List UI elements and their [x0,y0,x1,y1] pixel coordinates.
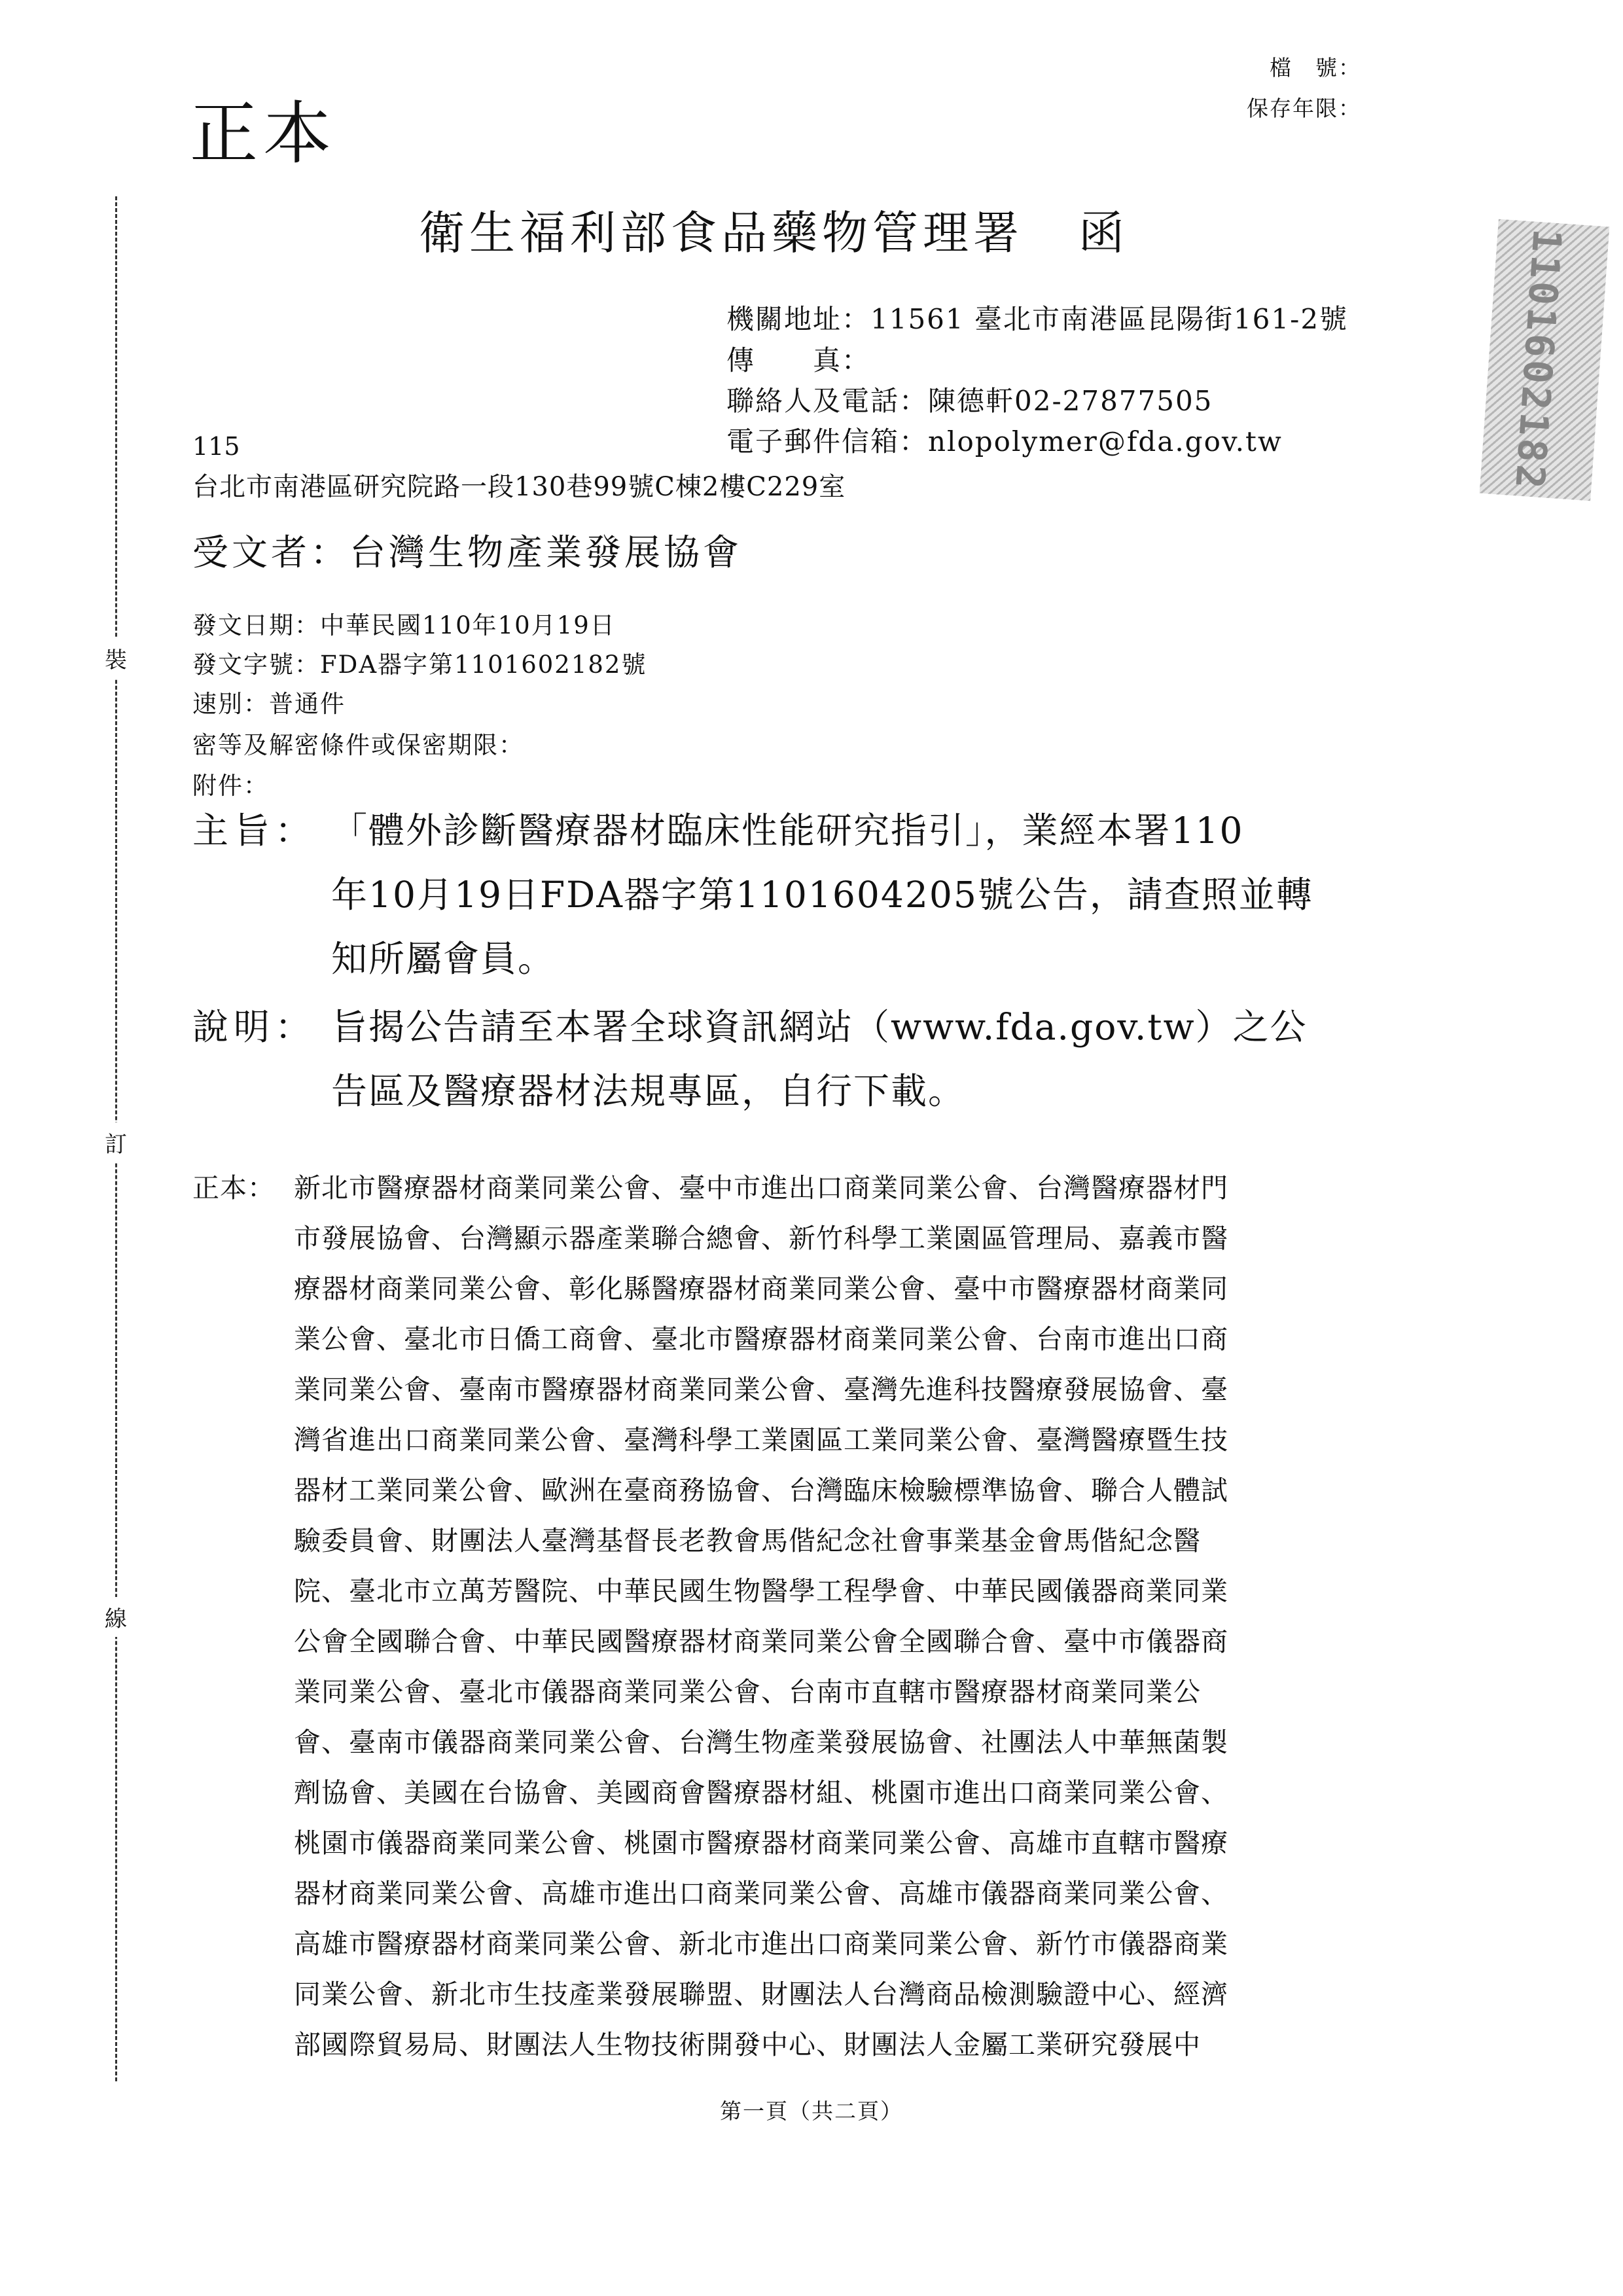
receipt-stamp [1480,219,1610,501]
file-number-label: 檔 號： [1270,55,1361,81]
cc-line: 院、臺北市立萬芳醫院、中華民國生物醫學工程學會、中華民國儀器商業同業 [294,1575,1228,1607]
page-footer: 第一頁（共二頁） [720,2098,903,2124]
retention-label: 保存年限： [1247,96,1361,121]
cc-line: 劑協會、美國在台協會、美國商會醫療器材組、桃園市進出口商業同業公會、 [294,1777,1228,1808]
agency-address: 機關地址：11561 臺北市南港區昆陽街161-2號 [726,303,1349,335]
recipient-postal-code: 115 [192,432,240,461]
cc-line: 市發展協會、台灣顯示器產業聯合總會、新竹科學工業園區管理局、嘉義市醫 [294,1223,1228,1254]
cc-line: 業公會、臺北市日僑工商會、臺北市醫療器材商業同業公會、台南市進出口商 [294,1323,1228,1355]
cc-line: 器材工業同業公會、歐洲在臺商務協會、台灣臨床檢驗標準協會、聯合人體試 [294,1475,1228,1506]
subject-label: 主旨： [192,810,317,852]
explanation-line: 旨揭公告請至本署全球資訊網站（www.fda.gov.tw）之公 [331,1006,1308,1048]
contact-person-phone: 聯絡人及電話：陳德軒02-27877505 [726,385,1213,417]
cc-line: 業同業公會、臺南市醫療器材商業同業公會、臺灣先進科技醫療發展協會、臺 [294,1374,1228,1405]
cc-line: 同業公會、新北市生技產業發展聯盟、財團法人台灣商品檢測驗證中心、經濟 [294,1979,1228,2010]
recipient: 受文者：台灣生物產業發展協會 [192,531,743,573]
urgency: 速別：普通件 [192,690,346,718]
contact-email: 電子郵件信箱：nlopolymer@fda.gov.tw [726,425,1283,457]
doc-type: 函 [1079,206,1129,260]
subject-line: 「體外診斷醫療器材臨床性能研究指引」，業經本署110 [331,810,1244,852]
cc-line: 業同業公會、臺北市儀器商業同業公會、台南市直轄市醫療器材商業同業公 [294,1676,1201,1708]
binding-mark: 裝 [99,638,132,678]
cc-label: 正本： [192,1172,275,1204]
cc-line: 新北市醫療器材商業同業公會、臺中市進出口商業同業公會、台灣醫療器材門 [294,1172,1228,1204]
subject-line: 年10月19日FDA器字第1101604205號公告，請查照並轉 [331,874,1313,916]
agency-fax: 傳 真： [726,344,871,376]
explanation-label: 說明： [192,1006,317,1048]
cc-line: 灣省進出口商業同業公會、臺灣科學工業園區工業同業公會、臺灣醫療暨生技 [294,1424,1228,1456]
binding-mark: 訂 [99,1122,132,1162]
cc-line: 高雄市醫療器材商業同業公會、新北市進出口商業同業公會、新竹市儀器商業 [294,1928,1228,1960]
cc-line: 器材商業同業公會、高雄市進出口商業同業公會、高雄市儀器商業同業公會、 [294,1878,1228,1909]
cc-line: 會、臺南市儀器商業同業公會、台灣生物產業發展協會、社團法人中華無菌製 [294,1727,1228,1758]
copy-mark: 正本 [190,94,337,173]
receipt-stamp-number: 1101602182 [1506,227,1570,493]
attachment: 附件： [192,772,269,800]
cc-line: 公會全國聯合會、中華民國醫療器材商業同業公會全國聯合會、臺中市儀器商 [294,1626,1228,1657]
binding-mark: 線 [99,1597,132,1637]
subject-line: 知所屬會員。 [331,938,556,980]
cc-line: 部國際貿易局、財團法人生物技術開發中心、財團法人金屬工業研究發展中 [294,2029,1201,2060]
recipient-address: 台北市南港區研究院路一段130巷99號C棟2樓C229室 [192,472,846,502]
cc-line: 療器材商業同業公會、彰化縣醫療器材商業同業公會、臺中市醫療器材商業同 [294,1273,1228,1304]
explanation-line: 告區及醫療器材法規專區，自行下載。 [331,1070,966,1112]
issue-date: 發文日期：中華民國110年10月19日 [192,611,616,639]
document-number: 發文字號：FDA器字第1101602182號 [192,651,647,679]
page-title [419,196,1129,262]
cc-line: 桃園市儀器商業同業公會、桃園市醫療器材商業同業公會、高雄市直轄市醫療 [294,1827,1228,1859]
cc-line: 驗委員會、財團法人臺灣基督長老教會馬偕紀念社會事業基金會馬偕紀念醫 [294,1525,1201,1556]
secrecy-level: 密等及解密條件或保密期限： [192,731,524,759]
agency-name: 衛生福利部食品藥物管理署 [419,206,1024,260]
